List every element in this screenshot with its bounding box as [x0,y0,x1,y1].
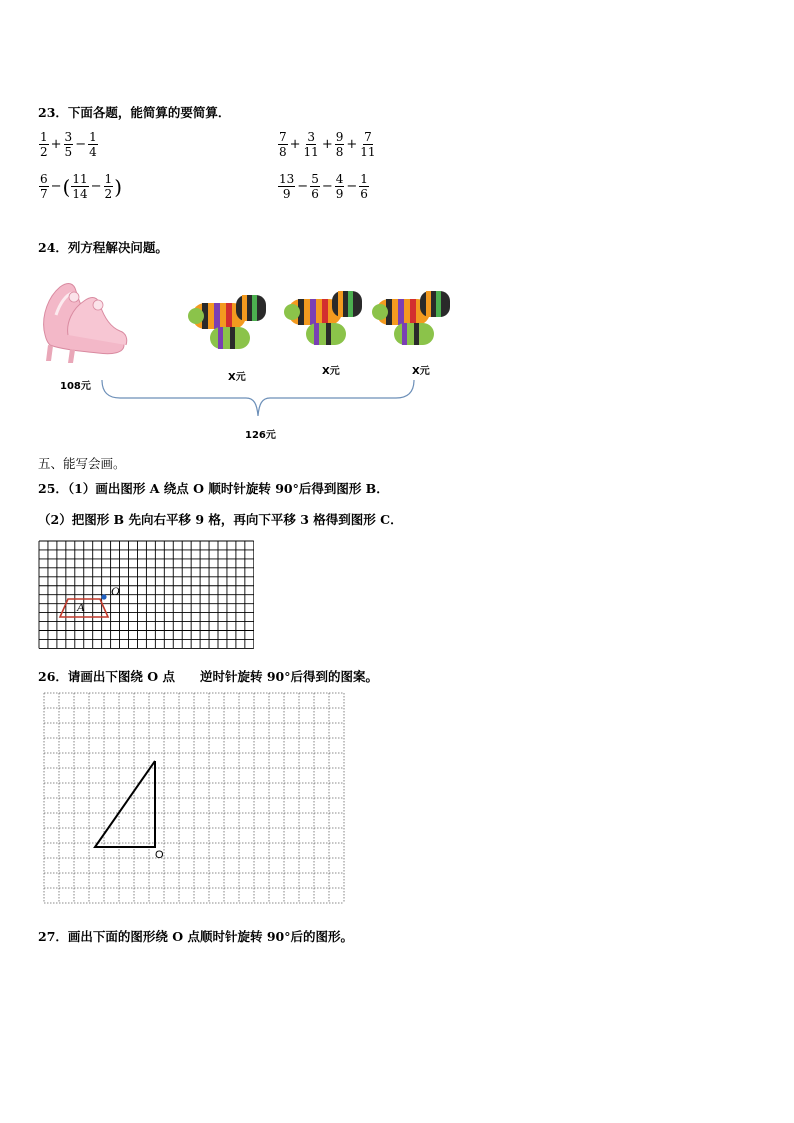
sock-price-label-2: X元 [322,366,340,377]
fraction: $\frac{1}{2}$ [104,172,113,201]
q26-title: 26．请画出下图绕 O 点 逆时针旋转 90°后得到的图案。 [38,669,378,684]
point-o-dot [101,594,106,599]
operator: − [50,179,62,194]
fraction: $\frac{1}{4}$ [89,130,97,159]
q23-expression-3 [38,172,122,201]
fraction: $\frac{7}{8}$ [279,130,287,159]
q23-expression-4 [277,172,370,201]
operator: + [50,137,62,152]
operator: − [346,179,358,194]
section-5-title: 五、能写会画。 [38,456,126,471]
fraction: $\frac{3}{5}$ [64,130,73,159]
operator: − [321,179,333,194]
fraction: $\frac{5}{6}$ [311,172,319,201]
fraction: $\frac{3}{11}$ [303,130,319,159]
sock-price-label-3: X元 [412,366,430,377]
fraction: $\frac{7}{11}$ [360,130,376,159]
fraction: $\frac{11}{14}$ [72,172,88,201]
operator: − [75,137,87,152]
shape-a-label: A [77,600,85,614]
socks-image-3 [372,283,454,349]
point-o-label: O [111,584,120,598]
q24-title: 24．列方程解决问题。 [38,240,168,255]
operator: + [321,137,333,152]
fraction: $\frac{4}{9}$ [335,172,344,201]
q23-expression-2 [277,130,378,159]
q25-line-2: （2）把图形 B 先向右平移 9 格，再向下平移 3 格得到图形 C． [38,512,403,527]
q25-line-1: 25．（1）画出图形 A 绕点 O 顺时针旋转 90°后得到图形 B． [38,481,389,496]
total-price-label: 126元 [245,430,276,441]
fraction: $\frac{6}{7}$ [40,172,48,201]
operator: + [346,137,358,152]
q23-title: 23．下面各题，能简算的要简算． [38,105,231,120]
high-heel-shoes-image [38,275,130,365]
operator: − [90,179,102,194]
right-paren: ) [114,174,122,199]
shoe-price-label: 108元 [60,381,91,392]
sock-price-label-1: X元 [228,372,246,383]
fraction: $\frac{1}{6}$ [360,172,368,201]
q26-grid [43,692,347,910]
left-paren: ( [62,174,71,199]
q25-grid [38,540,254,650]
total-brace [100,378,420,420]
fraction: $\frac{1}{2}$ [40,130,48,159]
operator: + [289,137,301,152]
operator: − [297,179,309,194]
fraction: $\frac{13}{9}$ [279,172,295,201]
socks-image-1 [188,287,270,353]
fraction: $\frac{9}{8}$ [335,130,344,159]
q27-title: 27．画出下面的图形绕 O 点顺时针旋转 90°后的图形。 [38,929,353,944]
socks-image-2 [284,283,366,349]
point-o-label: O [155,849,164,861]
q23-expression-1 [38,130,99,159]
